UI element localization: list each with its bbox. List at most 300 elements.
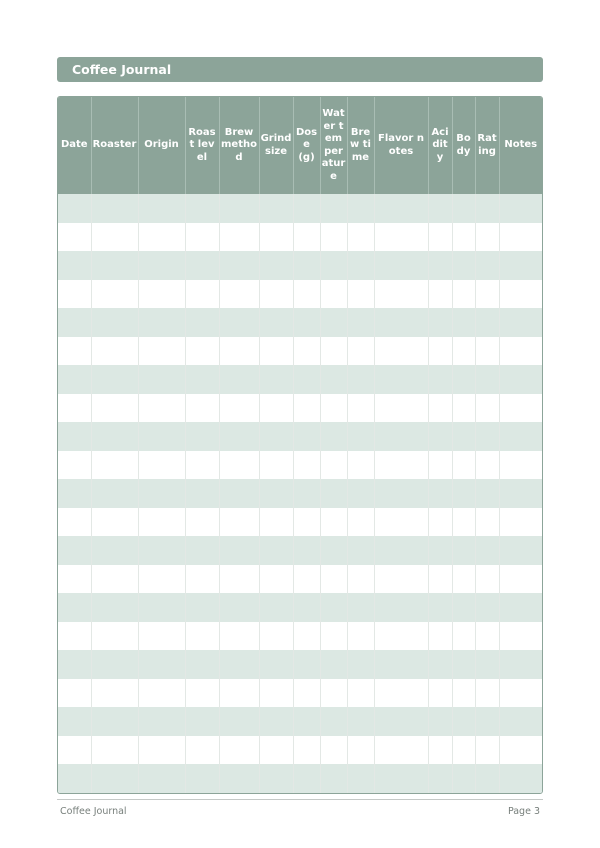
table-cell [138,508,185,537]
table-cell [320,251,347,280]
table-cell [499,536,542,565]
table-cell [219,622,259,651]
table-cell [58,223,91,252]
table-cell [452,223,475,252]
table-cell [347,422,374,451]
table-cell [374,736,428,765]
table-cell [219,479,259,508]
table-cell [428,508,452,537]
table-row [58,280,542,309]
table-cell [452,593,475,622]
table-cell [499,622,542,651]
column-header: Grind size [259,97,293,194]
table-cell [138,308,185,337]
table-cell [374,479,428,508]
table-row [58,764,542,793]
table-cell [475,337,499,366]
table-cell [58,764,91,793]
table-cell [320,764,347,793]
table-cell [320,223,347,252]
table-row [58,194,542,223]
table-cell [91,622,138,651]
table-cell [499,508,542,537]
journal-table [57,96,543,794]
table-cell [185,394,219,423]
table-cell [347,593,374,622]
table-cell [475,308,499,337]
table-cell [219,280,259,309]
table-cell [91,679,138,708]
table-cell [91,764,138,793]
table-cell [185,536,219,565]
table-cell [475,394,499,423]
table-row [58,422,542,451]
table-cell [91,308,138,337]
table-cell [320,565,347,594]
table-cell [259,764,293,793]
table-cell [475,622,499,651]
table-cell [185,593,219,622]
table-cell [428,394,452,423]
table-cell [259,622,293,651]
header-row [58,97,542,194]
column-header: Notes [499,97,542,194]
table-cell [452,451,475,480]
table-cell [452,764,475,793]
table-cell [347,308,374,337]
table-cell [452,251,475,280]
table-cell [138,593,185,622]
table-cell [219,422,259,451]
table-cell [499,280,542,309]
table-cell [293,194,320,223]
table-cell [293,280,320,309]
table-cell [293,565,320,594]
table-cell [219,764,259,793]
table-cell [374,508,428,537]
table-cell [499,194,542,223]
table-cell [374,280,428,309]
table-cell [452,650,475,679]
table-cell [452,194,475,223]
table-cell [293,337,320,366]
table-cell [259,280,293,309]
column-header: Body [452,97,475,194]
table-row [58,308,542,337]
table-cell [428,679,452,708]
table-cell [475,508,499,537]
table-cell [259,565,293,594]
table-cell [499,337,542,366]
table-cell [428,565,452,594]
table-cell [219,508,259,537]
table-cell [499,707,542,736]
table-cell [219,707,259,736]
table-cell [428,422,452,451]
column-header: Acidity [428,97,452,194]
table-cell [293,536,320,565]
table-cell [347,707,374,736]
table-cell [347,223,374,252]
table-cell [138,565,185,594]
table-cell [320,308,347,337]
table-row [58,223,542,252]
table-cell [499,451,542,480]
table-cell [91,451,138,480]
table-cell [347,736,374,765]
table-cell [91,565,138,594]
table-cell [185,736,219,765]
table-cell [293,508,320,537]
table-cell [320,422,347,451]
table-row [58,736,542,765]
table-row [58,479,542,508]
table-row [58,394,542,423]
table-cell [259,736,293,765]
table-cell [293,593,320,622]
table-cell [58,508,91,537]
table-cell [428,707,452,736]
table-cell [347,679,374,708]
page-number: Page 3 [507,806,540,817]
table-cell [499,422,542,451]
table-cell [91,422,138,451]
table-cell [347,394,374,423]
table-cell [259,251,293,280]
table-row [58,536,542,565]
table-row [58,451,542,480]
table-cell [452,707,475,736]
table-cell [347,536,374,565]
table-cell [293,736,320,765]
table-cell [475,365,499,394]
table-cell [374,308,428,337]
table-cell [452,422,475,451]
table-cell [138,650,185,679]
table-cell [259,394,293,423]
table-cell [320,736,347,765]
table-cell [475,593,499,622]
table-cell [475,280,499,309]
table-cell [428,593,452,622]
table-cell [138,280,185,309]
table-cell [293,479,320,508]
table-cell [320,508,347,537]
table-cell [428,736,452,765]
table-cell [259,337,293,366]
table-cell [452,736,475,765]
table-cell [91,593,138,622]
table-row [58,508,542,537]
table-cell [185,764,219,793]
table-cell [374,223,428,252]
table-cell [452,337,475,366]
table-cell [58,650,91,679]
table-cell [259,707,293,736]
table-cell [499,479,542,508]
table-cell [185,365,219,394]
table-cell [91,251,138,280]
table-cell [293,308,320,337]
table-cell [259,536,293,565]
footer-title: Coffee Journal [60,806,127,817]
table-cell [347,565,374,594]
table-cell [452,394,475,423]
table-cell [259,422,293,451]
table-cell [293,365,320,394]
table-cell [58,622,91,651]
table-cell [219,565,259,594]
table-cell [452,280,475,309]
table-cell [58,451,91,480]
table-cell [259,650,293,679]
table-cell [428,223,452,252]
table-cell [259,593,293,622]
table-cell [452,479,475,508]
table-cell [138,679,185,708]
table-cell [293,251,320,280]
table-cell [138,451,185,480]
table-cell [320,479,347,508]
table-cell [185,508,219,537]
table-cell [185,479,219,508]
table-cell [259,223,293,252]
table-cell [428,479,452,508]
table-cell [293,451,320,480]
table-cell [475,479,499,508]
table-cell [374,650,428,679]
table-cell [475,650,499,679]
table-cell [91,707,138,736]
table-cell [452,679,475,708]
table-row [58,707,542,736]
table-row [58,251,542,280]
table-cell [138,622,185,651]
table-cell [374,422,428,451]
table-cell [58,422,91,451]
table-cell [452,565,475,594]
table-cell [58,308,91,337]
table-cell [499,565,542,594]
table-cell [347,337,374,366]
table-cell [428,764,452,793]
table-cell [374,337,428,366]
table-cell [138,394,185,423]
table-cell [452,308,475,337]
table-cell [219,337,259,366]
column-header: Brew method [219,97,259,194]
table-cell [347,251,374,280]
table-cell [475,764,499,793]
table-cell [58,536,91,565]
table-cell [428,622,452,651]
table-cell [293,422,320,451]
table-body [58,194,542,793]
table-row [58,565,542,594]
table-row [58,622,542,651]
table-cell [374,679,428,708]
table-cell [138,251,185,280]
table-cell [374,764,428,793]
table-cell [259,308,293,337]
table-cell [185,422,219,451]
table-cell [58,679,91,708]
table-cell [259,508,293,537]
table-cell [428,365,452,394]
table-cell [499,736,542,765]
table-cell [219,365,259,394]
table-cell [293,679,320,708]
table-cell [219,308,259,337]
table-cell [58,337,91,366]
table-cell [138,479,185,508]
table-cell [293,394,320,423]
table-cell [219,593,259,622]
column-header: Roast level [185,97,219,194]
table-cell [138,194,185,223]
table-cell [185,679,219,708]
table-cell [58,565,91,594]
column-header: Water temperature [320,97,347,194]
table-cell [138,736,185,765]
table-cell [347,280,374,309]
table-cell [499,650,542,679]
table-cell [91,536,138,565]
table-cell [320,365,347,394]
table-cell [320,622,347,651]
table-cell [374,394,428,423]
table-cell [259,451,293,480]
table-cell [374,251,428,280]
table-cell [91,736,138,765]
table-cell [259,479,293,508]
table-cell [293,764,320,793]
table-cell [138,536,185,565]
table-cell [320,451,347,480]
table-cell [138,365,185,394]
table-cell [475,422,499,451]
table-cell [374,622,428,651]
table-cell [452,508,475,537]
table-cell [374,194,428,223]
column-header: Date [58,97,91,194]
table-cell [91,650,138,679]
table-cell [428,251,452,280]
table-cell [428,280,452,309]
table-cell [475,251,499,280]
table-cell [219,650,259,679]
table-cell [91,337,138,366]
table-cell [347,479,374,508]
table-cell [347,194,374,223]
table-cell [185,451,219,480]
table-cell [185,565,219,594]
table-cell [374,565,428,594]
table-cell [499,593,542,622]
table-cell [58,479,91,508]
table-row [58,650,542,679]
table-cell [91,508,138,537]
table-cell [138,764,185,793]
column-header: Roaster [91,97,138,194]
table-cell [374,593,428,622]
table-cell [58,194,91,223]
table-cell [185,223,219,252]
footer-divider [57,799,543,800]
table-cell [428,650,452,679]
table-cell [185,251,219,280]
table-cell [374,365,428,394]
table-cell [219,736,259,765]
table-cell [91,365,138,394]
table-row [58,593,542,622]
table-cell [347,622,374,651]
table-cell [259,679,293,708]
table-cell [219,679,259,708]
table-cell [475,451,499,480]
table-cell [320,707,347,736]
table-cell [475,565,499,594]
table-cell [499,679,542,708]
table-cell [347,508,374,537]
table-row [58,679,542,708]
table-cell [499,308,542,337]
table-cell [185,308,219,337]
table-cell [475,736,499,765]
column-header: Rating [475,97,499,194]
table-cell [259,365,293,394]
table-cell [185,337,219,366]
table-cell [91,280,138,309]
table-cell [185,280,219,309]
table-cell [185,194,219,223]
table-cell [259,194,293,223]
table-cell [293,223,320,252]
table-cell [499,764,542,793]
table-cell [475,707,499,736]
table-row [58,365,542,394]
table-cell [320,536,347,565]
table-cell [452,622,475,651]
table-cell [58,736,91,765]
table-cell [475,536,499,565]
table-cell [499,365,542,394]
table-cell [499,394,542,423]
table-cell [320,679,347,708]
table-cell [219,223,259,252]
table-cell [293,650,320,679]
table-cell [347,650,374,679]
table-cell [138,337,185,366]
table-cell [293,707,320,736]
table-cell [347,451,374,480]
table-cell [293,622,320,651]
table-cell [475,223,499,252]
table-row [58,337,542,366]
table-cell [428,337,452,366]
table-cell [475,679,499,708]
table-cell [347,365,374,394]
table-cell [58,365,91,394]
table-cell [185,622,219,651]
table-cell [374,707,428,736]
column-header: Brew time [347,97,374,194]
table-cell [374,451,428,480]
table-cell [428,308,452,337]
table-cell [58,593,91,622]
table-cell [91,194,138,223]
table-cell [185,707,219,736]
